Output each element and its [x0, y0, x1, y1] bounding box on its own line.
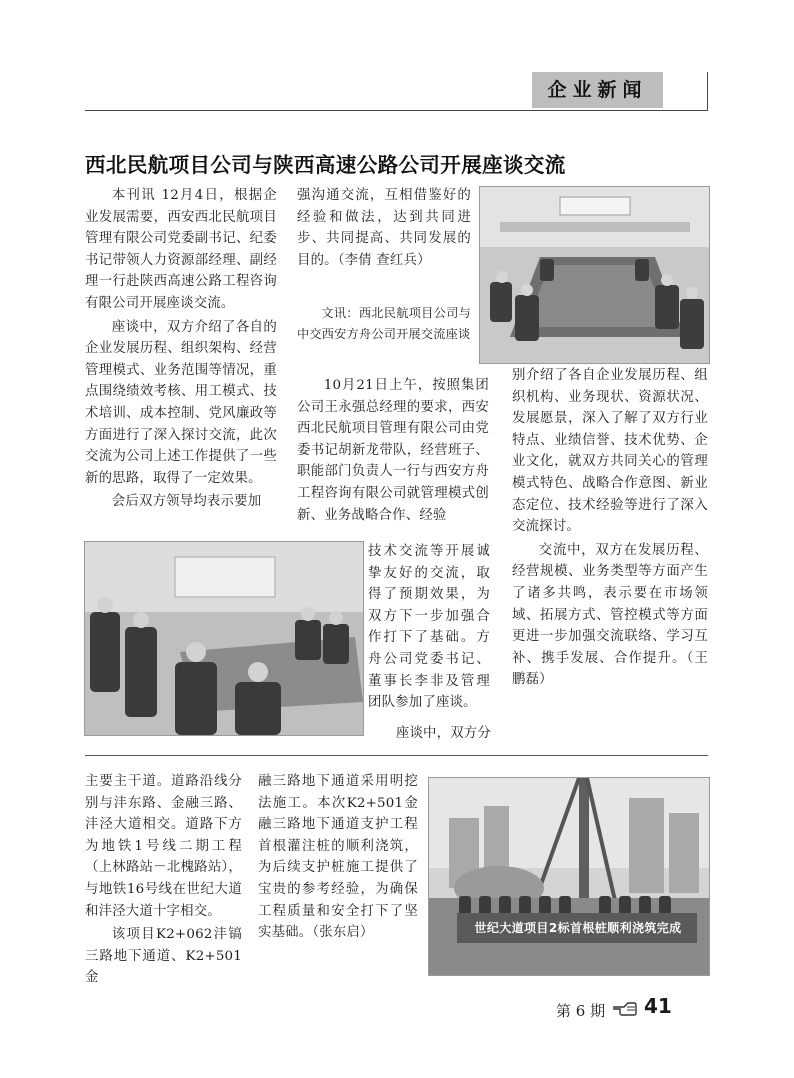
article-title: 西北民航项目公司与陕西高速公路公司开展座谈交流 [85, 153, 566, 177]
issue-label: 第 6 期 [556, 1002, 606, 1020]
article3-paragraph: 融三路地下通道采用明挖法施工。本次K2+501金融三路地下通道支护工程首根灌注桩的顺利浇筑，为后续支护桩施工提供了宝贵的参考经验，为确保工程质量和安全打下了坚实基础。（张东启） [258, 774, 418, 941]
article1-paragraph: 本刊讯 12月4日，根据企业发展需要，西安西北民航项目管理有限公司党委副书记、纪委书记带领人力资源部经理、副经理一行赴陕西高速公路工程咨询有限公司开展座谈交流。 [85, 188, 277, 311]
article2-caption [297, 303, 471, 345]
article2-col2 [297, 375, 489, 526]
article3-paragraph: 该项目K2+062沣镐三路地下通道、K2+501金 [85, 927, 242, 986]
article2-paragraph: 交流中，双方在发展历程、经营规模、业务类型等方面产生了诸多共鸣，表示要在市场领域、拓展方式、管控模式等方面更进一步加强交流联络、学习互补、携手发展、合作提升。（王鹏磊） [512, 542, 708, 688]
article3-col1 [85, 771, 242, 989]
article2-paragraph: 10月21日上午，按照集团公司王永强总经理的要求，西安西北民航项目管理有限公司由党委书记胡新龙带队，经营班子、职能部门负责人一行与西安方舟工程咨询有限公司就管理模式创新、业务战略合作、经验 [297, 378, 489, 523]
header-rule-vertical [707, 72, 708, 110]
article2-paragraph: 座谈中，双方分 [395, 726, 491, 741]
meeting-photo-middle [84, 541, 364, 736]
construction-photo-illustration [429, 778, 709, 975]
page-number: 41 [644, 994, 672, 1018]
article1-continuation: 强沟通交流，互相借鉴好的经验和做法，达到共同进步、共同提高、共同发展的目的。（李倩 查红兵） [297, 188, 471, 268]
article1-col1 [85, 185, 277, 513]
pointing-hand-icon-svg [612, 999, 638, 1019]
article2-caption-text: 文讯：西北民航项目公司与中交西安方舟公司开展交流座谈 [297, 306, 471, 341]
article1-paragraph: 座谈中，双方介绍了各自的企业发展历程、组织架构、经营管理模式、业务范围等情况，重点围绕绩效考核、用工模式、技术培训、成本控制、党风廉政等方面进行了深入探讨交流，此次交流为公司上述工作提供了一些新的思路，取得了一定效果。 [85, 319, 277, 486]
pointing-hand-icon [612, 999, 638, 1019]
construction-photo [428, 777, 710, 976]
article1-paragraph: 会后双方领导均表示要加 [111, 494, 262, 510]
meeting-photo-illustration [85, 542, 363, 735]
article3-col2 [258, 771, 418, 944]
article2-col2-narrow [368, 541, 490, 714]
photo-banner-text: 世纪大道项目2标首根桩顺利浇筑完成 [474, 921, 682, 935]
article2-col3 [512, 365, 708, 691]
article2-paragraph: 技术交流等开展诚挚友好的交流，取得了预期效果，为双方下一步加强合作打下了基础。方舟公司党委书记、董事长李非及管理团队参加了座谈。 [368, 544, 490, 711]
meeting-photo-top [479, 186, 710, 364]
section-tag: 企业新闻 [532, 72, 663, 108]
header-rule [85, 110, 708, 111]
meeting-photo-illustration [480, 187, 709, 363]
article1-col2 [297, 185, 471, 271]
article-divider [85, 755, 708, 756]
article3-paragraph: 主要主干道。道路沿线分别与沣东路、金融三路、沣泾大道相交。道路下方为地铁1号线二期工程（上林路站－北槐路站），与地铁16号线在世纪大道和沣泾大道十字相交。 [85, 774, 242, 919]
article2-paragraph: 别介绍了各自企业发展历程、组织机构、业务现状、资源状况、发展愿景，深入了解了双方行业特点、业绩信誉、技术优势、企业文化，就双方共同关心的管理模式特色、战略合作意图、新业态定位、技术经验等进行了深入交流探讨。 [512, 368, 708, 535]
